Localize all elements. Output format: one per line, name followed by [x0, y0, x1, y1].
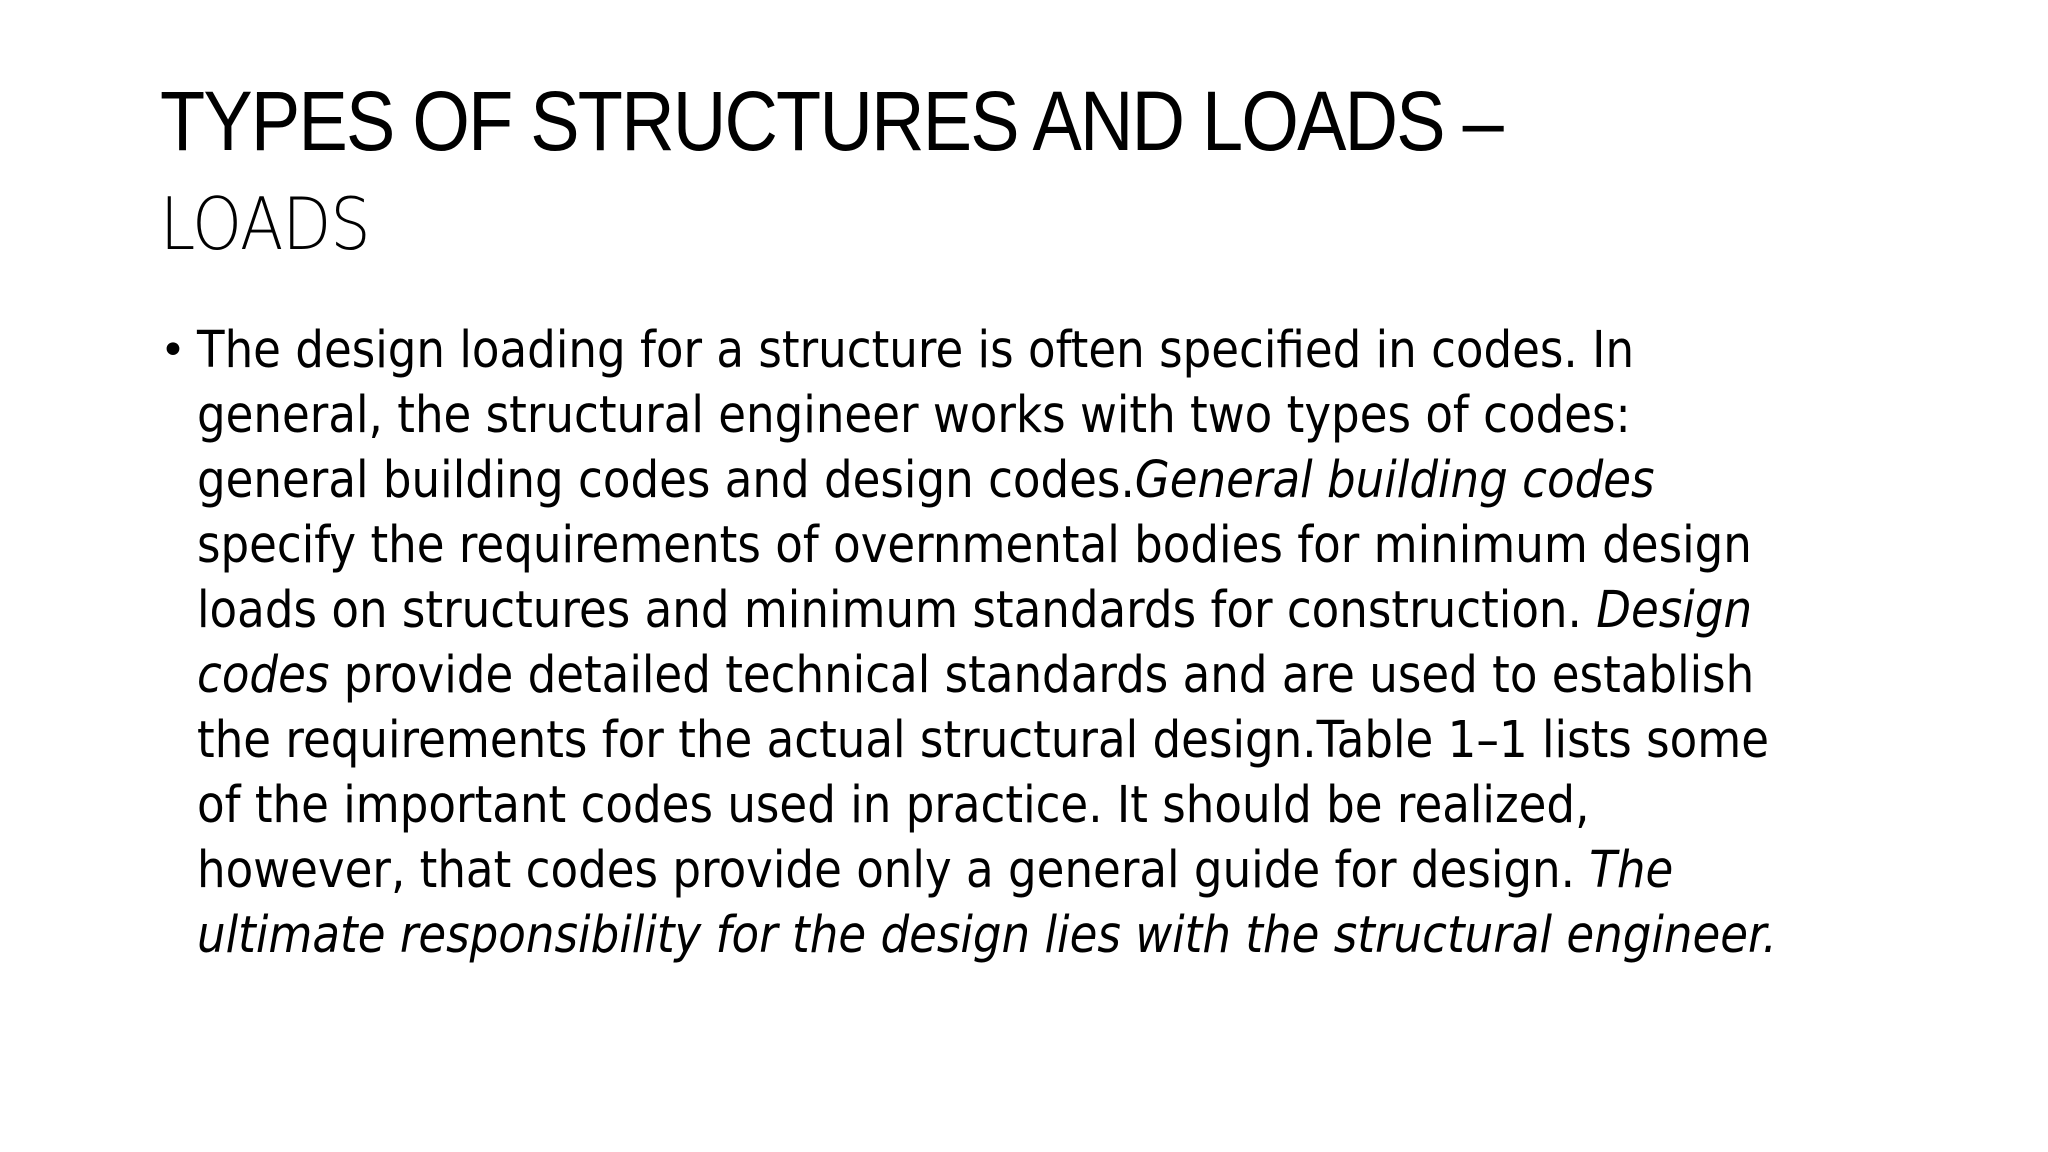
- bullet-item: [160, 318, 1920, 968]
- emphasis-the: The: [1589, 841, 1674, 900]
- paragraph-line-1: The design loading for a structure is often specified in codes. In: [197, 321, 1635, 380]
- paragraph-line-3: general building codes and design codes.General building codes: [197, 451, 1655, 510]
- paragraph-line-6: codes provide detailed technical standards and are used to establish: [197, 646, 1755, 705]
- bullet-icon: •: [160, 325, 186, 376]
- title-sub: LOADS: [160, 182, 370, 266]
- emphasis-design: Design: [1596, 581, 1753, 640]
- paragraph-line-10: ultimate responsibility for the design lies with the structural engineer.: [197, 906, 1777, 965]
- title-main: TYPES OF STRUCTURES AND LOADS –: [160, 74, 1502, 168]
- paragraph-line-2: general, the structural engineer works with two types of codes:: [197, 386, 1631, 445]
- slide-body: [160, 318, 1920, 968]
- paragraph-line-4: specify the requirements of overnmental bodies for minimum design: [197, 516, 1752, 575]
- emphasis-general-building-codes: General building codes: [1134, 451, 1655, 510]
- paragraph-line-7: the requirements for the actual structural design.Table 1–1 lists some: [197, 711, 1770, 770]
- paragraph-line-9: however, that codes provide only a general guide for design. The: [197, 841, 1674, 900]
- paragraph-line-5: loads on structures and minimum standards for construction. Design: [197, 581, 1753, 640]
- emphasis-codes: codes: [197, 646, 330, 705]
- paragraph-line-8: of the important codes used in practice. It should be realized,: [197, 776, 1590, 835]
- slide-title: [160, 68, 1920, 274]
